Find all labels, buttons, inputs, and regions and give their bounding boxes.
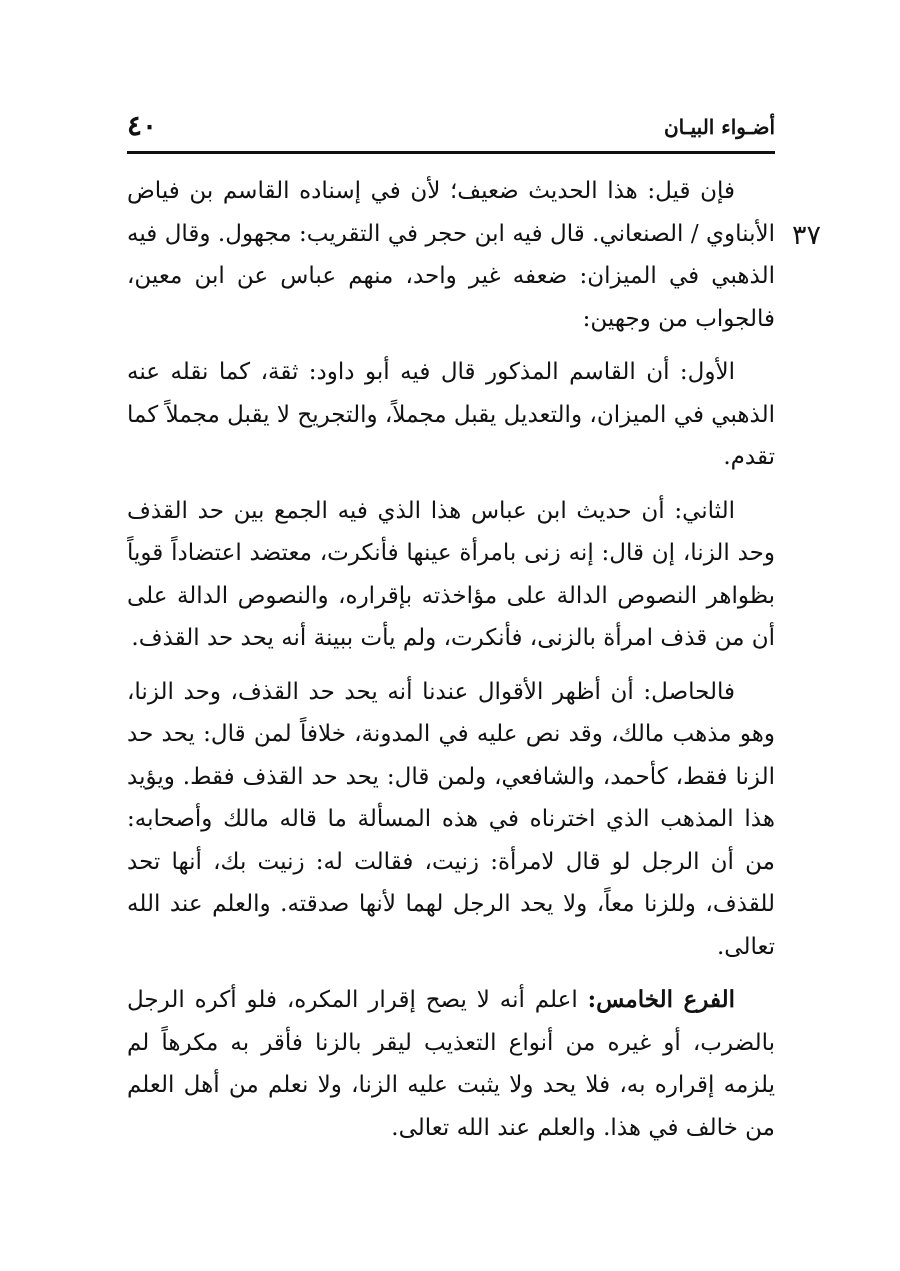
- page-number: ٤٠: [127, 109, 158, 142]
- body-text: [127, 170, 775, 1160]
- paragraph-fifth-branch: [127, 979, 775, 1149]
- paragraph-fifth-branch-text: اعلم أنه لا يصح إقرار المكره، فلو أكره الرجل بالضرب، أو غيره من أنواع التعذيب ليقر بالزنا فأقر به مكرهاً لم يلزمه إقراره به، فلا يحد ولا يثبت عليه الزنا، ولا نعلم من أهل العلم من خالف في هذا. والعلم عند الله تعالى.: [127, 987, 775, 1141]
- section-heading-fifth-branch: الفرع الخامس:: [587, 986, 735, 1013]
- paragraph-conclusion: فالحاصل: أن أظهر الأقوال عندنا أنه يحد حد القذف، وحد الزنا، وهو مذهب مالك، وقد نص عليه في المدونة، خلافاً لمن قال: يحد حد الزنا فقط، كأحمد، والشافعي، ولمن قال: يحد حد القذف فقط. ويؤيد هذا المذهب الذي اخترناه في هذه المسألة ما قاله مالك وأصحابه: من أن الرجل لو قال لامرأة: زنيت، فقالت له: زنيت بك، أنها تحد للقذف، وللزنا معاً، ولا يحد الرجل لهما لأنها صدقته. والعلم عند الله تعالى.: [127, 678, 775, 960]
- paragraph-objection: فإن قيل: هذا الحديث ضعيف؛ لأن في إسناده القاسم بن فياض الأبناوي / الصنعاني. قال فيه ابن حجر في التقريب: مجهول. وقال فيه الذهبي في الميزان: ضعفه غير واحد، منهم عباس عن ابن معين، فالجواب من وجهين:: [127, 178, 775, 332]
- running-title: أضـواء البيـان: [663, 115, 775, 139]
- paragraph-first-answer: الأول: أن القاسم المذكور قال فيه أبو داود: ثقة، كما نقله عنه الذهبي في الميزان، والتعديل يقبل مجملاً، والتجريح لا يقبل مجملاً كما تقدم.: [127, 359, 775, 470]
- paragraph-second-answer: الثاني: أن حديث ابن عباس هذا الذي فيه الجمع بين حد القذف وحد الزنا، إن قال: إنه زنى بامرأة عينها فأنكرت، معتضد اعتضاداً قوياً بظواهر النصوص الدالة على مؤاخذته بإقراره، والنصوص الدالة على أن من قذف امرأة بالزنى، فأنكرت، ولم يأت ببينة أنه يحد حد القذف.: [127, 497, 775, 651]
- header-divider: [127, 151, 775, 154]
- page-header: [127, 108, 775, 148]
- margin-page-reference: ٣٧: [792, 220, 822, 251]
